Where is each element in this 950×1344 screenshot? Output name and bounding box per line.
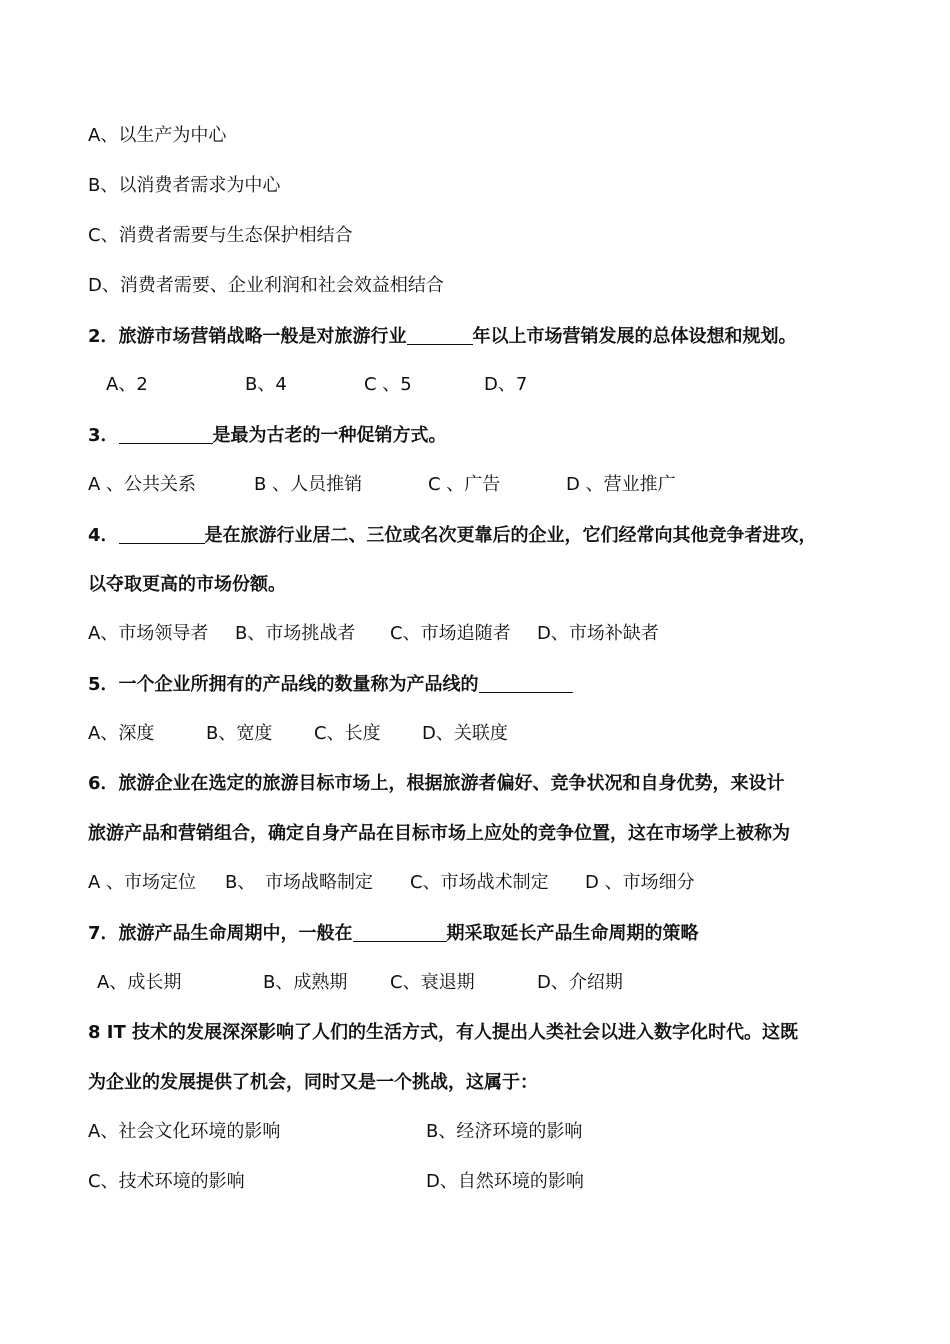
question-2 xyxy=(88,324,797,349)
q6-option-b: 市场战略制定 xyxy=(265,872,373,893)
question-6-line-1: 6．旅游企业在选定的旅游目标市场上，根据旅游者偏好、竞争状况和自身优势，来设计 xyxy=(88,773,785,794)
q2-option-d: D、7 xyxy=(484,374,528,395)
q6-option-b-letter: B、 xyxy=(225,872,256,893)
q7-option-d: D、介绍期 xyxy=(537,972,623,993)
q4-option-c: C、市场追随者 xyxy=(390,623,511,644)
question-5-blank xyxy=(479,672,573,693)
q8-option-a: A、社会文化环境的影响 xyxy=(88,1121,281,1142)
q4-option-d: D、市场补缺者 xyxy=(537,623,659,644)
q1-option-b: B、以消费者需求为中心 xyxy=(88,175,281,196)
question-4 xyxy=(88,523,817,548)
q7-option-c: C、衰退期 xyxy=(390,972,475,993)
q1-option-d: D、消费者需要、企业利润和社会效益相结合 xyxy=(88,275,444,296)
q5-option-c: C、长度 xyxy=(314,723,381,744)
q5-option-d: D、关联度 xyxy=(422,723,508,744)
q4-option-a: A、市场领导者 xyxy=(88,623,209,644)
question-6-line-2: 旅游产品和营销组合，确定自身产品在目标市场上应处的竞争位置，这在市场学上被称为 xyxy=(88,823,790,844)
q2-option-c: C 、5 xyxy=(364,374,412,395)
question-7-blank xyxy=(353,921,447,942)
question-7-text-after: 期采取延长产品生命周期的策略 xyxy=(446,923,699,944)
question-5 xyxy=(88,672,573,697)
q5-option-b: B、宽度 xyxy=(206,723,273,744)
question-3-blank xyxy=(119,423,213,444)
question-4-text-after: 是在旅游行业居二、三位或名次更靠后的企业，它们经常向其他竞争者进攻， xyxy=(204,525,817,546)
q3-option-c: C 、广告 xyxy=(428,474,501,495)
q8-option-c: C、技术环境的影响 xyxy=(88,1171,245,1192)
q1-option-a: A、以生产为中心 xyxy=(88,125,227,146)
question-4-line-2: 以夺取更高的市场份额。 xyxy=(88,574,286,595)
q2-option-a: A、2 xyxy=(106,374,148,395)
q4-option-b: B、市场挑战者 xyxy=(235,623,356,644)
q5-option-a: A、深度 xyxy=(88,723,155,744)
question-8-line-1: 8 IT 技术的发展深深影响了人们的生活方式，有人提出人类社会以进入数字化时代。这既 xyxy=(88,1022,799,1043)
q6-option-d: D 、市场细分 xyxy=(585,872,695,893)
question-2-blank xyxy=(407,324,473,345)
q8-option-d: D、自然环境的影响 xyxy=(426,1171,584,1192)
question-7-text-before: 7．旅游产品生命周期中，一般在 xyxy=(88,923,353,944)
question-3 xyxy=(88,423,447,448)
q6-option-a: A 、市场定位 xyxy=(88,872,197,893)
q8-option-b: B、经济环境的影响 xyxy=(426,1121,583,1142)
question-7 xyxy=(88,921,699,946)
question-4-text-before: 4． xyxy=(88,525,119,546)
question-8-line-2: 为企业的发展提供了机会，同时又是一个挑战，这属于： xyxy=(88,1072,538,1093)
q1-option-c: C、消费者需要与生态保护相结合 xyxy=(88,225,353,246)
q7-option-b: B、成熟期 xyxy=(263,972,348,993)
question-5-text-before: 5．一个企业所拥有的产品线的数量称为产品线的 xyxy=(88,674,479,695)
question-2-text-after: 年以上市场营销发展的总体设想和规划。 xyxy=(472,326,797,347)
question-3-text-after: 是最为古老的一种促销方式。 xyxy=(212,425,447,446)
q2-option-b: B、4 xyxy=(245,374,287,395)
question-2-text-before: 2．旅游市场营销战略一般是对旅游行业 xyxy=(88,326,407,347)
question-4-blank xyxy=(119,523,205,544)
q3-option-a: A 、公共关系 xyxy=(88,474,197,495)
q3-option-d: D 、营业推广 xyxy=(566,474,676,495)
question-3-text-before: 3． xyxy=(88,425,119,446)
q6-option-c: C、市场战术制定 xyxy=(410,872,549,893)
q3-option-b: B 、人员推销 xyxy=(254,474,363,495)
q7-option-a: A、成长期 xyxy=(97,972,182,993)
